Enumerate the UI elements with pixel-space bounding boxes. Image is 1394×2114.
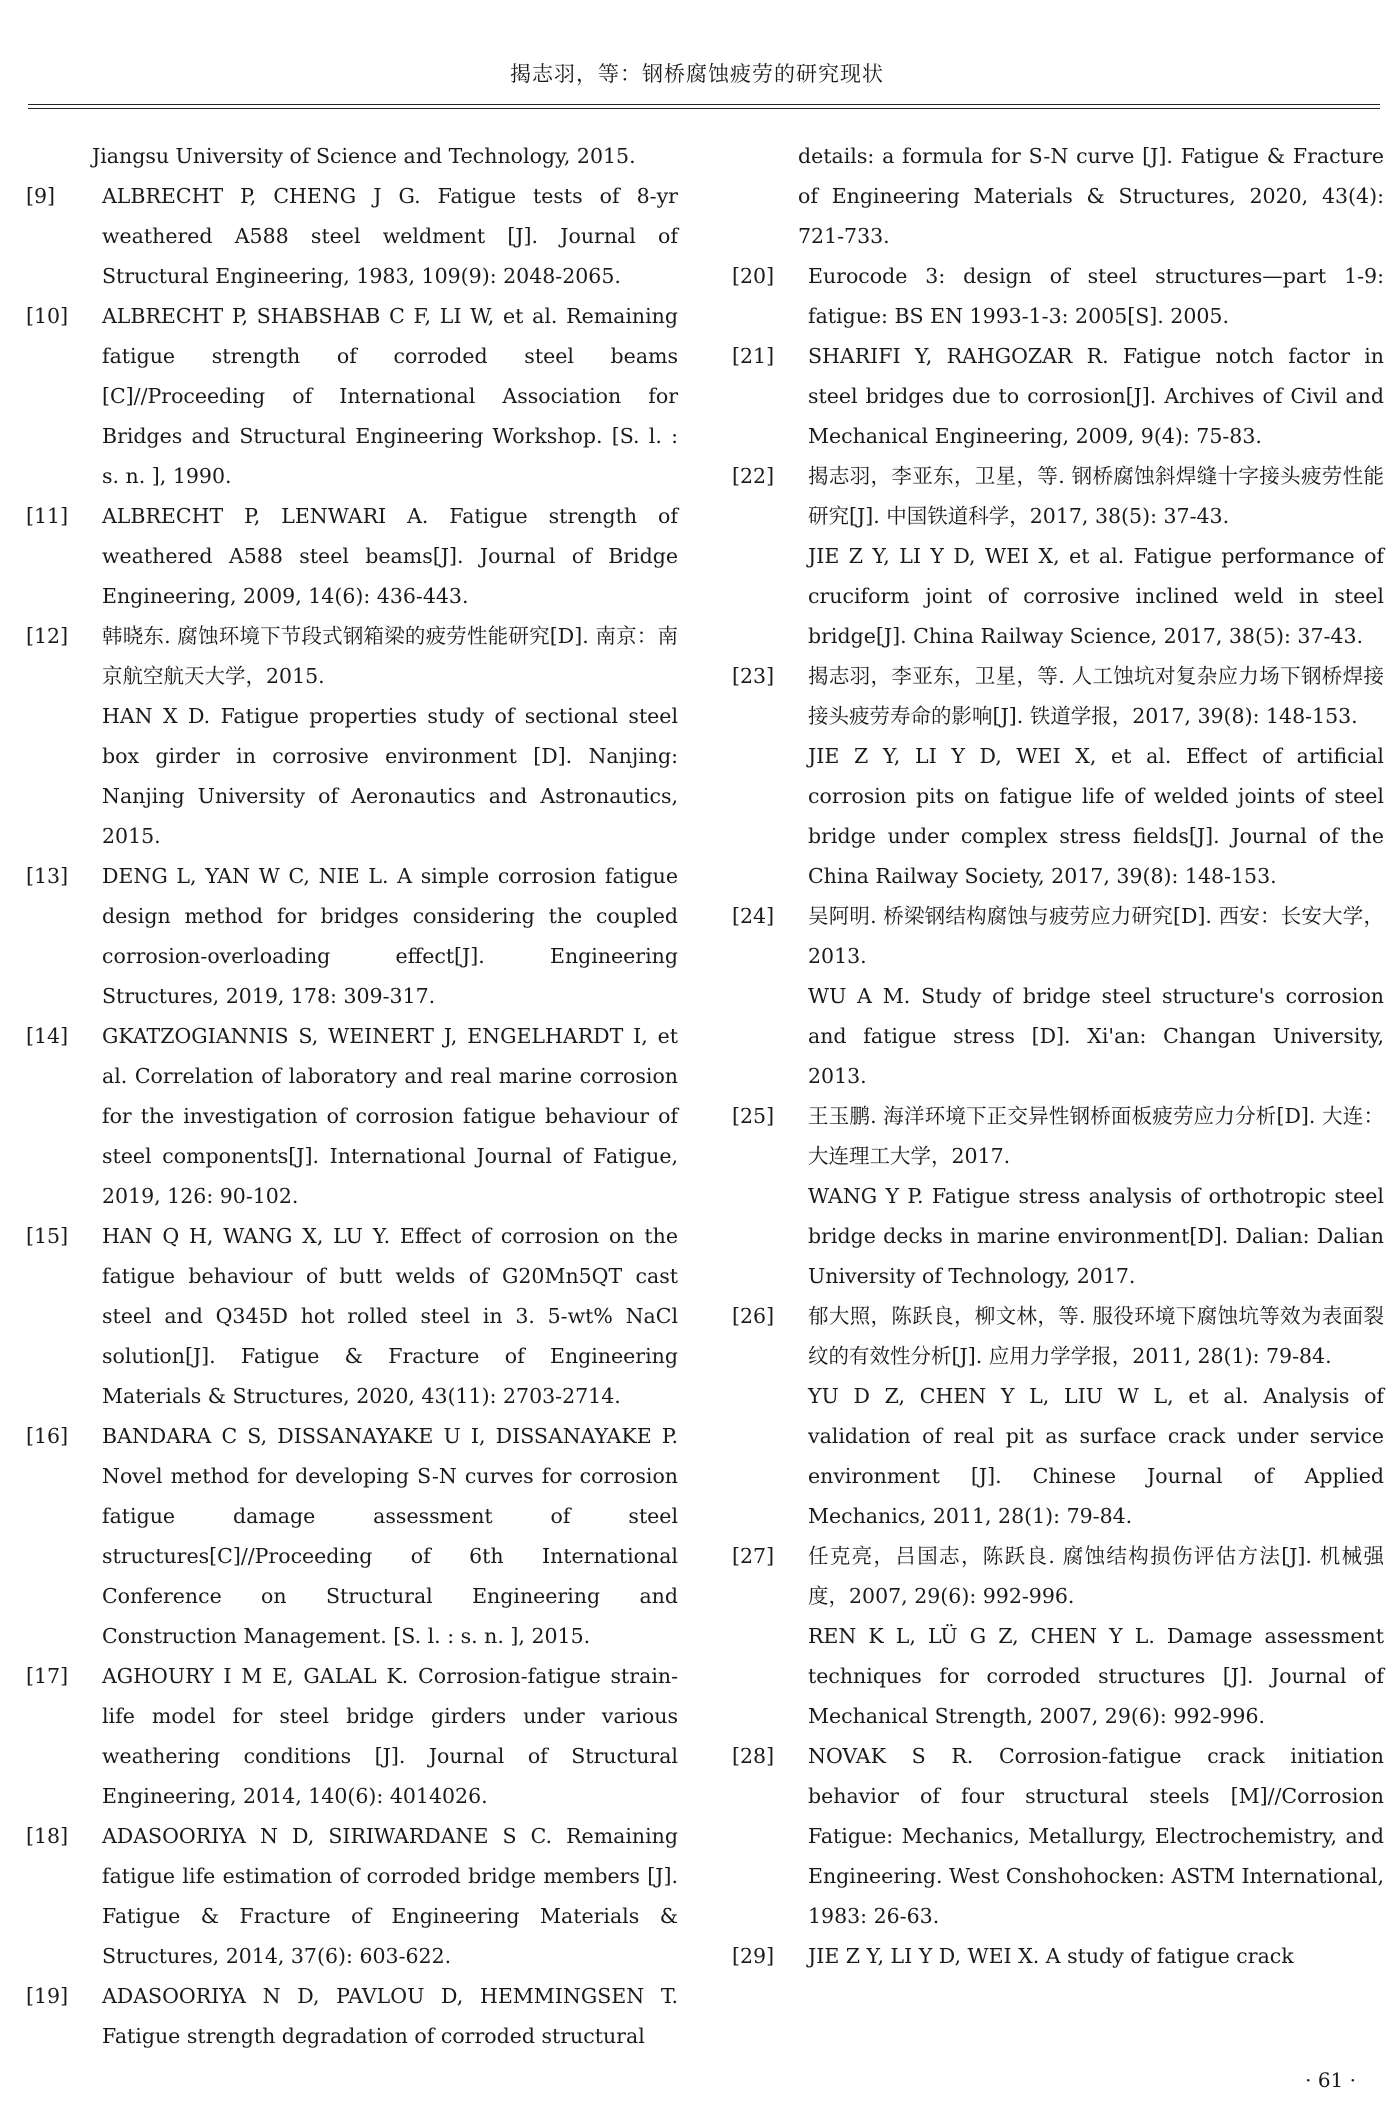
reference-text: WU A M. Study of bridge steel structure's corrosion and fatigue stress [D]. Xi'an: Changan University, 2013. (808, 984, 1384, 1088)
reference-item (732, 1736, 1384, 1936)
reference-text: HAN X D. Fatigue properties study of sectional steel box girder in corrosive environment [D]. Nanjing: Nanjing University of Aeronautics and Astronautics, 2015. (102, 704, 678, 848)
reference-text: 任克亮，吕国志，陈跃良. 腐蚀结构损伤评估方法[J]. 机械强度，2007, 29(6): 992-996. (808, 1544, 1384, 1608)
page-header-title: 揭志羽，等：钢桥腐蚀疲劳的研究现状 (510, 62, 884, 86)
reference-text: YU D Z, CHEN Y L, LIU W L, et al. Analysis of validation of real pit as surface crack under service environment [J]. Chinese Journal of Applied Mechanics, 2011, 28(1): 79-84. (808, 1384, 1384, 1528)
reference-text: 郁大照，陈跃良，柳文林，等. 服役环境下腐蚀坑等效为表面裂纹的有效性分析[J]. 应用力学学报，2011, 28(1): 79-84. (808, 1304, 1384, 1368)
reference-item (732, 896, 1384, 1096)
reference-text: ADASOORIYA N D, PAVLOU D, HEMMINGSEN T. Fatigue strength degradation of corroded structural (102, 1984, 678, 2048)
reference-item (732, 656, 1384, 896)
reference-number: [23] (732, 664, 775, 688)
reference-text: ALBRECHT P, SHABSHAB C F, LI W, et al. Remaining fatigue strength of corroded steel beams [C]//Proceeding of International Association for Bridges and Structural Engineering Workshop. [S. l. : s. n. ], 1990. (102, 304, 678, 488)
reference-text: WANG Y P. Fatigue stress analysis of orthotropic steel bridge decks in marine environment[D]. Dalian: Dalian University of Technology, 2017. (808, 1184, 1384, 1288)
reference-number: [24] (732, 904, 775, 928)
reference-number: [20] (732, 264, 775, 288)
reference-item (26, 1976, 678, 2056)
reference-number: [11] (26, 504, 69, 528)
right-column (732, 136, 1384, 1976)
reference-item (732, 1296, 1384, 1536)
reference-item (26, 856, 678, 1016)
reference-item (732, 1936, 1384, 1976)
reference-item (732, 1536, 1384, 1736)
reference-number: [17] (26, 1664, 69, 1688)
reference-text: Eurocode 3: design of steel structures—part 1-9: fatigue: BS EN 1993-1-3: 2005[S]. 2005. (808, 264, 1384, 328)
reference-number: [14] (26, 1024, 69, 1048)
reference-text: JIE Z Y, LI Y D, WEI X, et al. Effect of artificial corrosion pits on fatigue life of welded joints of steel bridge under complex stress fields[J]. Journal of the China Railway Society, 2017, 39(8): 148-153. (808, 744, 1384, 888)
reference-number: [27] (732, 1544, 775, 1568)
reference-number: [18] (26, 1824, 69, 1848)
reference-text: 揭志羽，李亚东，卫星，等. 人工蚀坑对复杂应力场下钢桥焊接接头疲劳寿命的影响[J]. 铁道学报，2017, 39(8): 148-153. (808, 664, 1384, 728)
reference-number: [9] (26, 184, 56, 208)
reference-item (732, 336, 1384, 456)
reference-item (26, 136, 678, 176)
reference-text: ALBRECHT P, LENWARI A. Fatigue strength of weathered A588 steel beams[J]. Journal of Bridge Engineering, 2009, 14(6): 436-443. (102, 504, 678, 608)
reference-text: HAN Q H, WANG X, LU Y. Effect of corrosion on the fatigue behaviour of butt welds of G20Mn5QT cast steel and Q345D hot rolled steel in 3. 5-wt% NaCl solution[J]. Fatigue & Fracture of Engineering Materials & Structures, 2020, 43(11): 2703-2714. (102, 1224, 678, 1408)
reference-number: [13] (26, 864, 69, 888)
reference-item (732, 256, 1384, 336)
reference-item (26, 1016, 678, 1216)
reference-number: [19] (26, 1984, 69, 2008)
reference-item (26, 496, 678, 616)
reference-text: ALBRECHT P, CHENG J G. Fatigue tests of 8-yr weathered A588 steel weldment [J]. Journal of Structural Engineering, 1983, 109(9): 2048-2065. (102, 184, 678, 288)
reference-text: DENG L, YAN W C, NIE L. A simple corrosion fatigue design method for bridges considering the coupled corrosion-overloading effect[J]. Engineering Structures, 2019, 178: 309-317. (102, 864, 678, 1008)
left-column (26, 136, 678, 2056)
reference-text: GKATZOGIANNIS S, WEINERT J, ENGELHARDT I, et al. Correlation of laboratory and real marine corrosion for the investigation of corrosion fatigue behaviour of steel components[J]. International Journal of Fatigue, 2019, 126: 90-102. (102, 1024, 678, 1208)
reference-item (732, 1096, 1384, 1296)
reference-number: [28] (732, 1744, 775, 1768)
reference-number: [15] (26, 1224, 69, 1248)
reference-item (26, 616, 678, 856)
reference-text: JIE Z Y, LI Y D, WEI X. A study of fatigue crack (808, 1944, 1294, 1968)
reference-number: [21] (732, 344, 775, 368)
reference-text: 王玉鹏. 海洋环境下正交异性钢桥面板疲劳应力分析[D]. 大连：大连理工大学，2017. (808, 1104, 1384, 1168)
reference-text: 吴阿明. 桥梁钢结构腐蚀与疲劳应力研究[D]. 西安：长安大学，2013. (808, 904, 1384, 968)
reference-item (732, 136, 1384, 256)
reference-item (26, 1816, 678, 1976)
reference-number: [29] (732, 1944, 775, 1968)
reference-text: AGHOURY I M E, GALAL K. Corrosion-fatigue strain-life model for steel bridge girders under various weathering conditions [J]. Journal of Structural Engineering, 2014, 140(6): 4014026. (102, 1664, 678, 1808)
reference-number: [25] (732, 1104, 775, 1128)
reference-item (26, 1656, 678, 1816)
reference-text: Jiangsu University of Science and Technology, 2015. (92, 144, 636, 168)
reference-text: ADASOORIYA N D, SIRIWARDANE S C. Remaining fatigue life estimation of corroded bridge members [J]. Fatigue & Fracture of Engineering Materials & Structures, 2014, 37(6): 603-622. (102, 1824, 678, 1968)
reference-text: 揭志羽，李亚东，卫星，等. 钢桥腐蚀斜焊缝十字接头疲劳性能研究[J]. 中国铁道科学，2017, 38(5): 37-43. (808, 464, 1384, 528)
reference-number: [16] (26, 1424, 69, 1448)
reference-text: SHARIFI Y, RAHGOZAR R. Fatigue notch factor in steel bridges due to corrosion[J]. Archives of Civil and Mechanical Engineering, 2009, 9(4): 75-83. (808, 344, 1384, 448)
header-rule-bottom (28, 108, 1380, 109)
page-number: · 61 · (1305, 2068, 1356, 2092)
reference-number: [26] (732, 1304, 775, 1328)
reference-text: details: a formula for S-N curve [J]. Fatigue & Fracture of Engineering Materials & Structures, 2020, 43(4): 721-733. (798, 144, 1384, 248)
reference-item (732, 456, 1384, 656)
reference-item (26, 176, 678, 296)
reference-number: [10] (26, 304, 69, 328)
reference-item (26, 1216, 678, 1416)
reference-text: 韩晓东. 腐蚀环境下节段式钢箱梁的疲劳性能研究[D]. 南京：南京航空航天大学，2015. (102, 624, 678, 688)
reference-text: NOVAK S R. Corrosion-fatigue crack initiation behavior of four structural steels [M]//Corrosion Fatigue: Mechanics, Metallurgy, Electrochemistry, and Engineering. West Conshohocken: ASTM International, 1983: 26-63. (808, 1744, 1384, 1928)
reference-number: [22] (732, 464, 775, 488)
header-rule-top (28, 104, 1380, 105)
reference-item (26, 296, 678, 496)
reference-text: JIE Z Y, LI Y D, WEI X, et al. Fatigue performance of cruciform joint of corrosive inclined weld in steel bridge[J]. China Railway Science, 2017, 38(5): 37-43. (808, 544, 1384, 648)
reference-item (26, 1416, 678, 1656)
reference-number: [12] (26, 624, 69, 648)
reference-text: BANDARA C S, DISSANAYAKE U I, DISSANAYAKE P. Novel method for developing S-N curves for corrosion fatigue damage assessment of steel structures[C]//Proceeding of 6th International Conference on Structural Engineering and Construction Management. [S. l. : s. n. ], 2015. (102, 1424, 678, 1648)
reference-text: REN K L, LÜ G Z, CHEN Y L. Damage assessment techniques for corroded structures [J]. Journal of Mechanical Strength, 2007, 29(6): 992-996. (808, 1624, 1384, 1728)
